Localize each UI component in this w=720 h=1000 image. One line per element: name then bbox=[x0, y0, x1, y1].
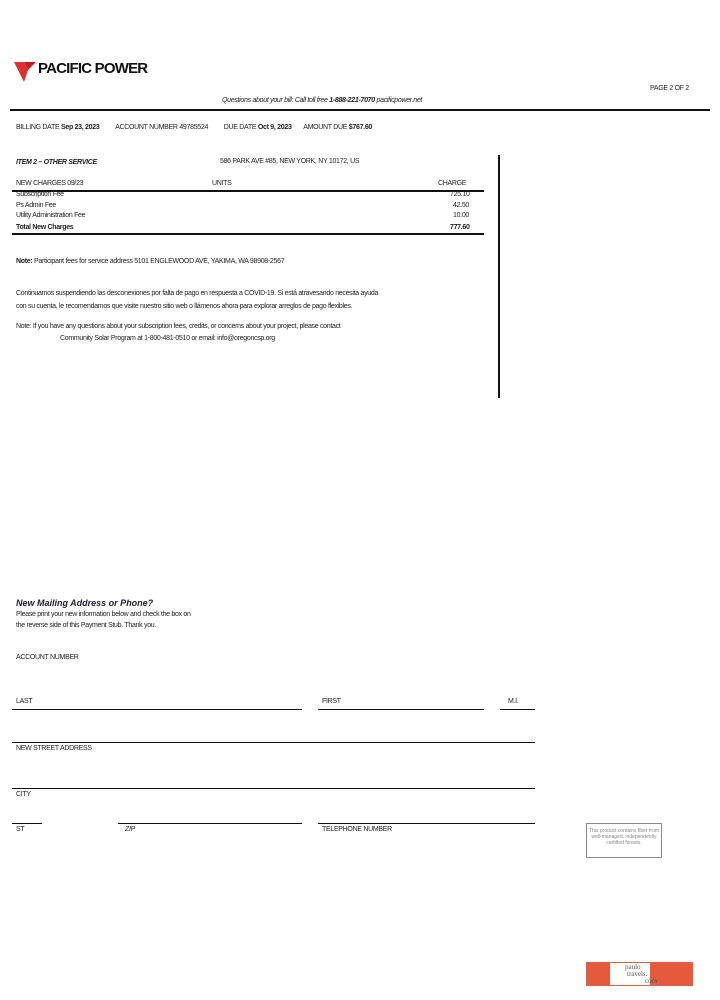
total-rule bbox=[12, 233, 484, 235]
account-number-label: ACCOUNT NUMBER bbox=[16, 654, 79, 661]
vertical-divider bbox=[498, 155, 500, 398]
service-address: 586 PARK AVE #85, NEW YORK, NY 10172, US bbox=[220, 158, 360, 165]
logo-mark-icon bbox=[14, 62, 38, 84]
certified-forests-notice: This product contains fiber from well-managed, independently certified forests. bbox=[586, 823, 662, 858]
item-title: ITEM 2 – OTHER SERVICE bbox=[16, 159, 97, 166]
questions-line: Questions about your bill: Call toll free 1-888-221-7070 pacificpower.net bbox=[222, 97, 423, 104]
watermark-badge: paulo travels. com bbox=[586, 962, 693, 986]
mailing-instructions-2: the reverse side of this Payment Stub. Thank you. bbox=[16, 622, 157, 629]
spanish-notice-1: Continuamos suspendiendo las desconexiones por falta de pago en respuesta a COVID-19. Si está atravesando necesita ayuda bbox=[16, 290, 379, 297]
contact-info: Community Solar Program at 1-800-481-0510 or email: info@oregoncsp.org bbox=[60, 335, 275, 342]
spanish-notice-2: con su cuenta, le recomendamos que visite nuestro sitio web o llámenos ahora para explorar arreglos de pago flexibles. bbox=[16, 303, 353, 310]
header-rule bbox=[10, 109, 710, 111]
divider bbox=[12, 742, 535, 743]
brand-name: PACIFIC POWER bbox=[38, 60, 148, 77]
col-header-units: UNITS bbox=[212, 180, 232, 187]
mailing-title: New Mailing Address or Phone? bbox=[16, 598, 154, 608]
participant-note: Note: Participant fees for service address 5101 ENGLEWOOD AVE, YAKIMA, WA 98908-2567 bbox=[16, 258, 285, 265]
page-number: PAGE 2 OF 2 bbox=[650, 85, 689, 92]
col-header-charge: CHARGE bbox=[438, 180, 467, 187]
contact-note: Note: If you have any questions about your subscription fees, credits, or concerns about your project, please contact bbox=[16, 323, 341, 330]
billing-summary: BILLING DATE Sep 23, 2023 ACCOUNT NUMBER 49785524 DUE DATE Oct 9, 2023 AMOUNT DUE $767.60 bbox=[16, 124, 373, 131]
mailing-instructions-1: Please print your new information below and check the box on bbox=[16, 611, 191, 618]
col-header-charges: NEW CHARGES 09/23 bbox=[16, 180, 84, 187]
table-rule bbox=[12, 190, 484, 192]
